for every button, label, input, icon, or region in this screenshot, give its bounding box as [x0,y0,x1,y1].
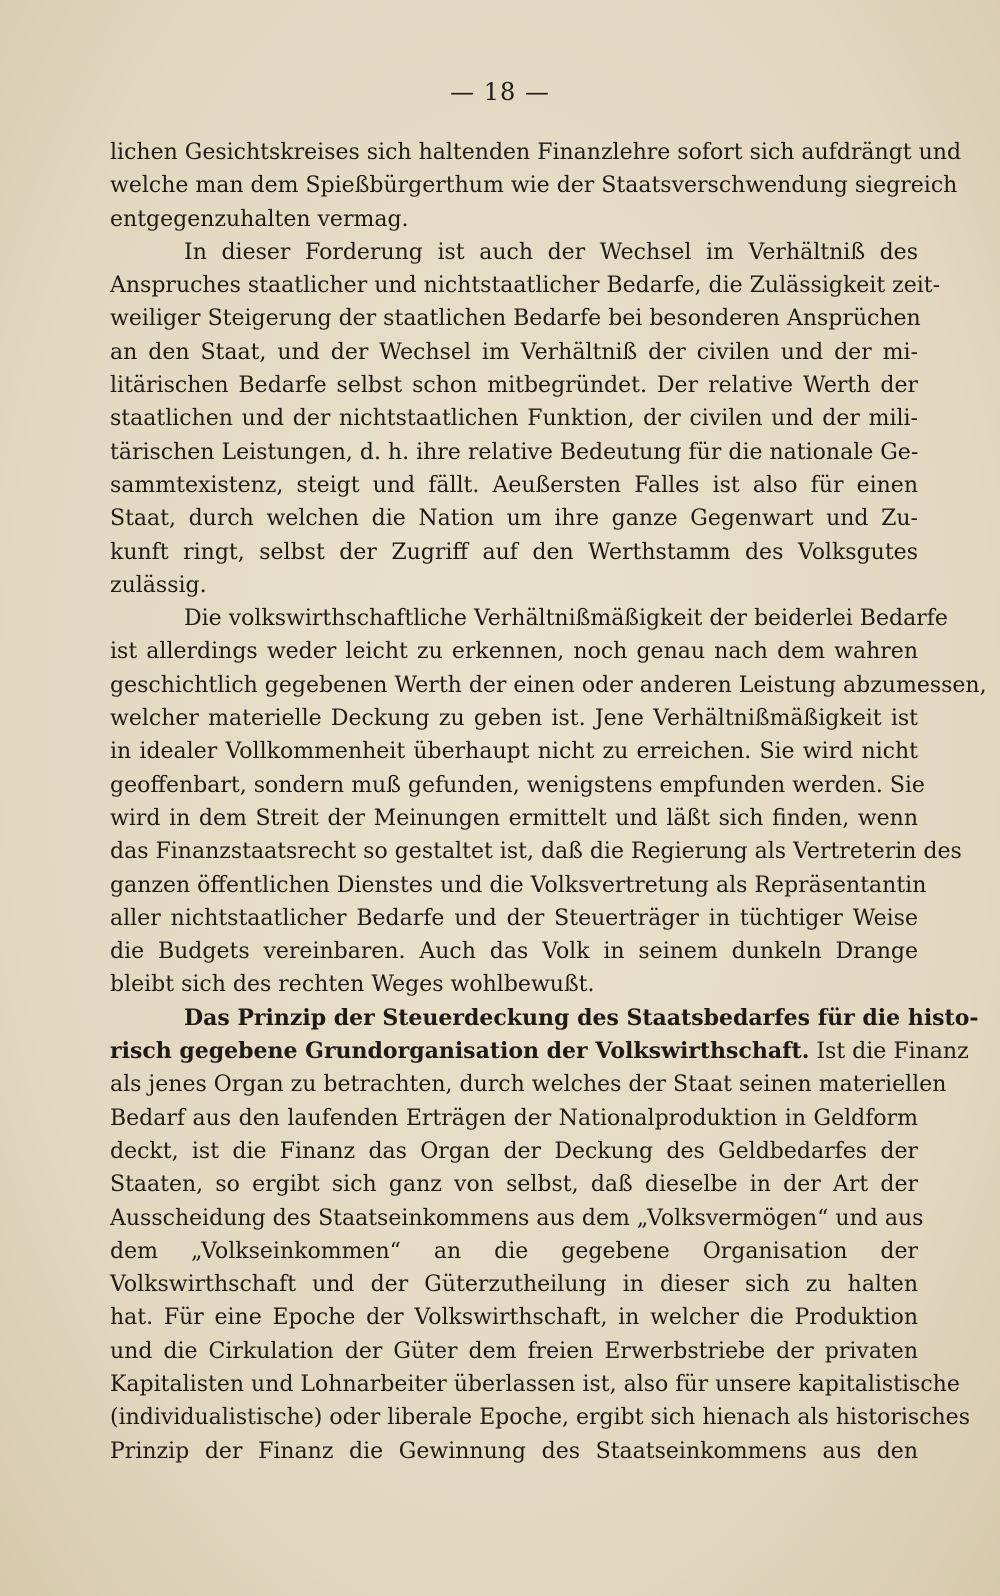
text-line: aller nichtstaatlicher Bedarfe und der Steuerträger in tüchtiger Weise [110,905,918,931]
text-line: Volkswirthschaft und der Güterzutheilung in dieser sich zu halten [110,1272,918,1298]
text-line: Prinzip der Finanz die Gewinnung des Staatseinkommens aus den [110,1438,918,1464]
text-line: Kapitalisten und Lohnarbeiter überlassen ist, also für unsere kapitalistische [110,1371,960,1397]
text-line: welcher materielle Deckung zu geben ist. Jene Verhältnißmäßigkeit ist [110,706,918,732]
text-line: weiliger Steigerung der staatlichen Bedarfe bei besonderen Ansprüchen [110,306,921,332]
text-line: Das Prinzip der Steuerdeckung des Staatsbedarfes für die histo- [184,1004,979,1031]
text-line: bleibt sich des rechten Weges wohlbewußt. [110,972,595,998]
text-line: welche man dem Spießbürgerthum wie der Staatsverschwendung siegreich [110,173,958,199]
text-run: Ist die Finanz [809,1039,969,1065]
text-line: an den Staat, und der Wechsel im Verhältniß der civilen und der mi- [110,339,918,365]
body-text [110,136,987,1468]
text-line: und die Cirkulation der Güter dem freien Erwerbstriebe der privaten [110,1338,918,1364]
text-line: geschichtlich gegebenen Werth der einen oder anderen Leistung abzumessen, [110,672,987,698]
text-line: tärischen Leistungen, d. h. ihre relative Bedeutung für die nationale Ge- [110,439,919,465]
text-line: staatlichen und der nichtstaatlichen Funktion, der civilen und der mili- [110,406,918,432]
text-line: dem „Volkseinkommen“ an die gegebene Organisation der [110,1238,918,1264]
text-line: deckt, ist die Finanz das Organ der Deckung des Geldbedarfes der [110,1138,918,1164]
text-line: kunft ringt, selbst der Zugriff auf den Werthstamm des Volksgutes [110,539,918,565]
text-line: das Finanzstaatsrecht so gestaltet ist, daß die Regierung als Vertreterin des [110,839,962,865]
text-line: Staaten, so ergibt sich ganz von selbst, daß dieselbe in der Art der [110,1172,918,1198]
text-line: In dieser Forderung ist auch der Wechsel im Verhältniß des [184,239,918,265]
text-line: Bedarf aus den laufenden Erträgen der Nationalproduktion in Geldform [110,1105,918,1131]
text-line: ganzen öffentlichen Dienstes und die Volksvertretung als Repräsentantin [110,872,927,898]
text-line: entgegenzuhalten vermag. [110,206,409,232]
text-line: die Budgets vereinbaren. Auch das Volk in seinem dunkeln Drange [110,939,918,965]
text-line: als jenes Organ zu betrachten, durch welches der Staat seinen materiellen [110,1072,947,1098]
text-line: Die volkswirthschaftliche Verhältnißmäßigkeit der beiderlei Bedarfe [184,606,948,632]
text-line: wird in dem Streit der Meinungen ermittelt und läßt sich finden, wenn [110,805,918,831]
text-line: Ausscheidung des Staatseinkommens aus dem „Volksvermögen“ und aus [110,1205,924,1231]
page-number: — 18 — [450,78,550,106]
text-line: lichen Gesichtskreises sich haltenden Finanzlehre sofort sich aufdrängt und [110,140,962,165]
text-line: Anspruches staatlicher und nichtstaatlicher Bedarfe, die Zulässigkeit zeit- [110,273,941,299]
text-line: Staat, durch welchen die Nation um ihre ganze Gegenwart und Zu- [110,506,918,532]
text-line: zulässig. [110,572,207,598]
text-line: ist allerdings weder leicht zu erkennen, noch genau nach dem wahren [110,639,918,665]
text-line: hat. Für eine Epoche der Volkswirthschaft, in welcher die Produktion [110,1305,918,1331]
text-line [110,1035,969,1068]
section-heading: risch gegebene Grundorganisation der Volkswirthschaft. [110,1038,810,1065]
text-line: geoffenbart, sondern muß gefunden, wenigstens empfunden werden. Sie [110,772,925,798]
text-line: sammtexistenz, steigt und fällt. Aeußersten Falles ist also für einen [110,472,918,498]
text-line: in idealer Vollkommenheit überhaupt nicht zu erreichen. Sie wird nicht [110,739,918,765]
text-line: litärischen Bedarfe selbst schon mitbegründet. Der relative Werth der [110,373,918,399]
text-line: (individualistische) oder liberale Epoche, ergibt sich hienach als historisches [110,1405,970,1431]
